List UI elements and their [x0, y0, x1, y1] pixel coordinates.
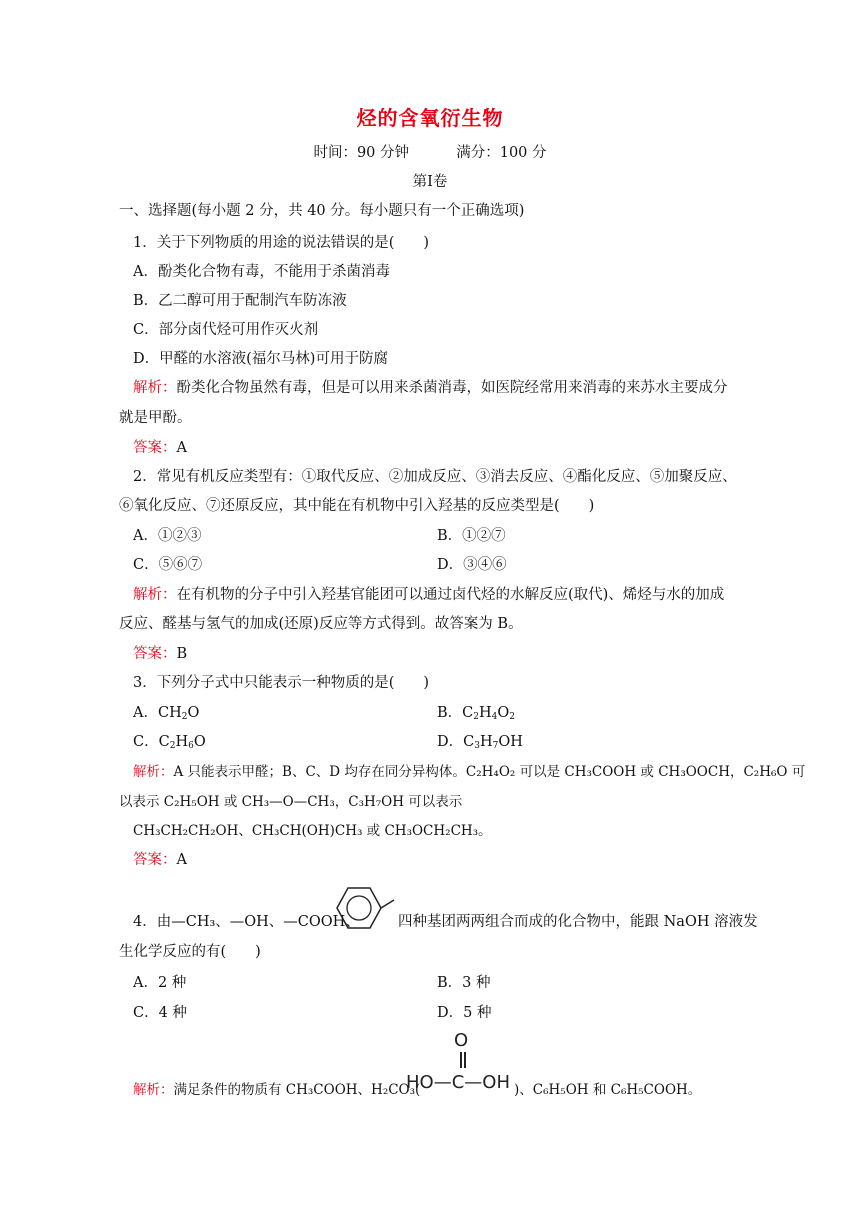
q2-analysis-cont: 反应、醛基与氢气的加成(还原)反应等方式得到。故答案为 B。 [119, 616, 523, 632]
answer-label: 答案： [133, 440, 177, 456]
q1-option-c: C．部分卤代烃可用作灭火剂 [133, 322, 319, 338]
q3-answer: 答案：A [133, 852, 187, 868]
q4-stem-a: 4．由—CH₃、—OH、—COOH、 [133, 914, 360, 930]
q3-analysis: 解析：A 只能表示甲醛；B、C、D 均存在同分异构体。C₂H₄O₂ 可以是 CH₃COOH 或 CH₃OOCH，C₂H₆O 可 [133, 764, 806, 780]
exam-meta [0, 143, 860, 163]
q2-option-b: B．①②⑦ [437, 528, 506, 544]
analysis-label: 解析： [133, 380, 177, 396]
q1-analysis-cont: 就是甲酚。 [119, 410, 192, 426]
q1-option-d: D．甲醛的水溶液(福尔马林)可用于防腐 [133, 351, 388, 367]
document-page: 烃的含氧衍生物 时间：90 分钟 满分：100 分 第Ⅰ卷 一、选择题(每小题 2 分，共 40 分。每小题只有一个正确选项) 1．关于下列物质的用途的说法错误的是( ) A．酚类化合物有毒，不能用于杀菌消毒 B．乙二醇可用于配制汽车防冻液 C．部分卤代烃可用作灭火剂 D．甲醛的水溶液(福尔马林)可用于防腐 解析：酚类化合物虽然有毒，但是可以用来杀菌消毒，如医院经常用来消毒的来苏水主要成分 就是甲酚。 答案：A 2．常见有机反应类型有：①取代反应、②加成反应、③消去反应、④酯化反应、⑤加聚反应、 ⑥氧化反应、⑦还原反应，其中能在有机物中引入羟基的反应类型是( ) A．①②③ B．①②⑦ C．⑤⑥⑦ D．③④⑥ 解析：在有机物的分子中引入羟基官能团可以通过卤代烃的水解反应(取代)、烯烃与水的加成 反应、醛基与氢气的加成(还原)反应等方式得到。故答案为 B。 答案：B 3．下列分子式中只能表示一种物质的是( ) A．$CH_2O$ B．$C_2H_4O_2$ C．$C_2H_6O$ D．$C_3H_7OH$ 解析：A 只能表示甲醛；B、C、D 均存在同分异构体。C₂H₄O₂ 可以是 CH₃COOH 或 CH₃OOCH，C₂H₆O 可 以表示 C₂H₅OH 或 CH₃—O—CH₃，C₃H₇OH 可以表示 CH₃CH₂CH₂OH、CH₃CH(OH)CH₃ 或 CH₃OCH₂CH₃。 答案：A 4．由—CH₃、—OH、—COOH、 四种基团两两组合而成的化合物中，能跟 NaOH 溶液发 生化学反应的有( ) A．2 种 B．3 种 C．4 种 D．5 种 解析：满足条件的物质有 CH₃COOH、H₂CO₃( O HO—C—OH )、C₆H₅OH 和 C₆H₅COOH。 [0, 0, 860, 1216]
analysis-label: 解析： [133, 1082, 174, 1098]
full-score: 满分：100 分 [456, 145, 547, 161]
double-bond-line [464, 1052, 466, 1068]
q2-option-c: C．⑤⑥⑦ [133, 557, 203, 573]
q4-analysis-a: 解析：满足条件的物质有 CH₃COOH、H₂CO₃( [133, 1082, 421, 1098]
q1-stem: 1．关于下列物质的用途的说法错误的是( ) [133, 235, 430, 251]
analysis-label: 解析： [133, 764, 174, 780]
q1-analysis: 解析：酚类化合物虽然有毒，但是可以用来杀菌消毒，如医院经常用来消毒的来苏水主要成分 [133, 380, 728, 396]
q2-stem: 2．常见有机反应类型有：①取代反应、②加成反应、③消去反应、④酯化反应、⑤加聚反应、 [133, 469, 737, 485]
q4-option-b: B．3 种 [437, 975, 491, 991]
q4-stem-b: 四种基团两两组合而成的化合物中，能跟 NaOH 溶液发 [398, 914, 758, 930]
q3-analysis-cont2: CH₃CH₂CH₂OH、CH₃CH(OH)CH₃ 或 CH₃OCH₂CH₃。 [133, 823, 492, 839]
q4-analysis-b: )、C₆H₅OH 和 C₆H₅COOH。 [514, 1082, 702, 1098]
q2-analysis: 解析：在有机物的分子中引入羟基官能团可以通过卤代烃的水解反应(取代)、烯烃与水的加成 [133, 587, 725, 603]
q2-stem-cont: ⑥氧化反应、⑦还原反应，其中能在有机物中引入羟基的反应类型是( ) [119, 498, 595, 514]
benzene-ring-icon [326, 880, 396, 940]
q1-answer: 答案：A [133, 440, 187, 456]
q3-stem: 3．下列分子式中只能表示一种物质的是( ) [133, 675, 430, 691]
volume-heading: 第Ⅰ卷 [412, 174, 448, 190]
double-bond-line [460, 1052, 462, 1068]
analysis-label: 解析： [133, 587, 177, 603]
q1-option-a: A．酚类化合物有毒，不能用于杀菌消毒 [133, 264, 390, 280]
q3-option-a: A．$CH_2O$ [133, 705, 200, 722]
answer-label: 答案： [133, 852, 177, 868]
q2-option-d: D．③④⑥ [437, 557, 507, 573]
time-limit: 时间：90 分钟 [313, 145, 410, 161]
section-heading: 一、选择题(每小题 2 分，共 40 分。每小题只有一个正确选项) [119, 203, 525, 219]
answer-label: 答案： [133, 646, 177, 662]
q3-option-c: C．$C_2H_6O$ [133, 734, 206, 751]
q3-option-b: B．$C_2H_4O_2$ [437, 705, 515, 722]
q4-stem-cont: 生化学反应的有( ) [119, 944, 261, 960]
q2-option-a: A．①②③ [133, 528, 202, 544]
page-title: 烃的含氧衍生物 [356, 106, 504, 130]
q3-analysis-cont: 以表示 C₂H₅OH 或 CH₃—O—CH₃，C₃H₇OH 可以表示 [119, 794, 463, 810]
q4-option-c: C．4 种 [133, 1005, 187, 1021]
q3-option-d: D．$C_3H_7OH$ [437, 734, 523, 751]
q2-answer: 答案：B [133, 646, 188, 662]
q4-option-d: D．5 种 [437, 1005, 492, 1021]
q1-option-b: B．乙二醇可用于配制汽车防冻液 [133, 293, 347, 309]
q4-option-a: A．2 种 [133, 975, 187, 991]
